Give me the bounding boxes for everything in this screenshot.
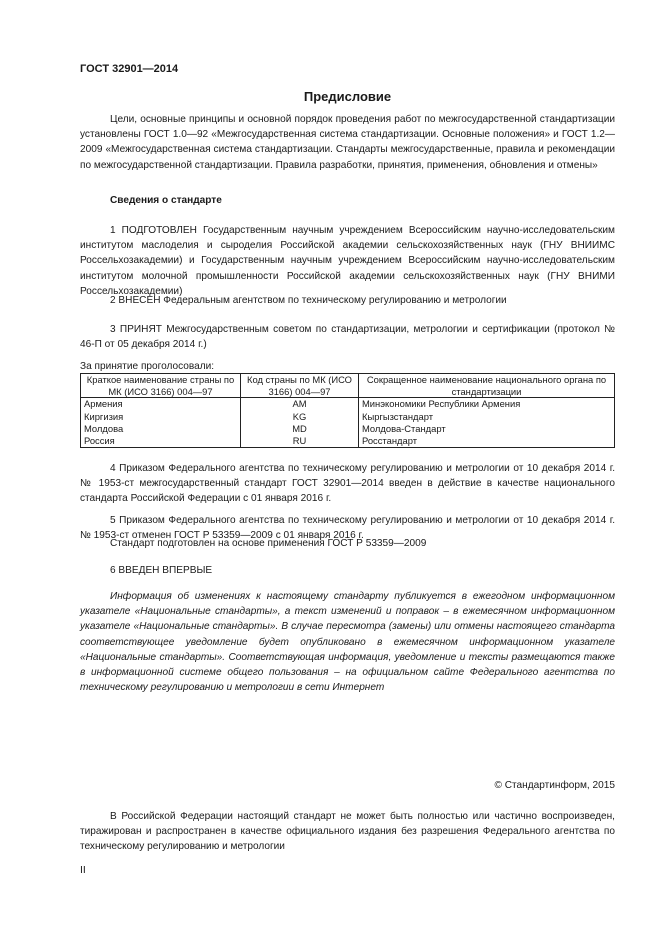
vote-table (80, 373, 615, 448)
cell-body: Молдова-Стандарт (359, 423, 615, 435)
cell-body: Минэкономики Республики Армения (359, 398, 615, 411)
cell-country: Армения (81, 398, 241, 411)
item-introduced: 2 ВНЕСЕН Федеральным агентством по техническому регулированию и метрологии (110, 295, 507, 306)
legal-paragraph: В Российской Федерации настоящий стандарт не может быть полностью или частично воспроизведен, тиражирован и распространен в качестве официального издания без разрешения Федерального агентства по техническому регулированию и метрологии (80, 811, 615, 853)
cell-country: Киргизия (81, 410, 241, 422)
notice-paragraph: Информация об изменениях к настоящему стандарту публикуется в ежегодном информационном указателе «Национальные стандарты», а текст изменений и поправок – в ежемесячном информационном указателе «Национальные стандарты». В случае пересмотра (замены) или отмены настоящего стандарта соответствующее уведомление будет опубликовано в ежемесячном информационном указателе «Национальные стандарты». Соответствующая информация, уведомление и тексты размещаются также в информационной системе общего пользования – на официальном сайте Федерального агентства по техническому регулированию и метрологии в сети Интернет (80, 591, 615, 694)
header-country-code: Код страны по МК (ИСО 3166) 004—97 (241, 374, 359, 398)
item-order-5: 5 Приказом Федерального агентства по техническому регулированию и метрологии от 10 декабря 2014 г. № 1953-ст отменен ГОСТ Р 53359—2009 с 01 января 2016 г. (80, 515, 615, 542)
cell-body: Росстандарт (359, 435, 615, 448)
cell-code: RU (241, 435, 359, 448)
cell-body: Кыргызстандарт (359, 410, 615, 422)
vote-table-header-row (81, 374, 615, 398)
header-national-body: Сокращенное наименование национального органа по стандартизации (359, 374, 615, 398)
cell-code: KG (241, 410, 359, 422)
table-row (81, 398, 615, 411)
copyright: © Стандартинформ, 2015 (494, 780, 615, 791)
table-row (81, 423, 615, 435)
table-row (81, 435, 615, 448)
page-number: II (80, 864, 86, 876)
item-based-on: Стандарт подготовлен на основе применения ГОСТ Р 53359—2009 (110, 538, 427, 549)
cell-country: Молдова (81, 423, 241, 435)
cell-country: Россия (81, 435, 241, 448)
item-first-introduced: 6 ВВЕДЕН ВПЕРВЫЕ (110, 565, 213, 576)
page-title: Предисловие (303, 89, 392, 104)
doc-code-header: ГОСТ 32901—2014 (80, 63, 179, 75)
item-adopted: 3 ПРИНЯТ Межгосударственным советом по стандартизации, метрологии и сертификации (протокол № 46-П от 05 декабря 2014 г.) (80, 324, 615, 351)
voted-label: За принятие проголосовали: (80, 361, 215, 372)
cell-code: MD (241, 423, 359, 435)
cell-code: AM (241, 398, 359, 411)
intro-paragraph: Цели, основные принципы и основной порядок проведения работ по межгосударственной стандартизации установлены ГОСТ 1.0—92 «Межгосударственная система стандартизации. Основные положения» и ГОСТ 1.2—2009 «Межгосударственная система стандартизации. Стандарты межгосударственные, правила и рекомендации по межгосударственной стандартизации. Правила разработки, принятия, применения, обновления и отмены» (80, 114, 615, 171)
section-heading: Сведения о стандарте (110, 195, 222, 206)
item-prepared: 1 ПОДГОТОВЛЕН Государственным научным учреждением Всероссийским научно-исследовательским институтом маслоделия и сыроделия Российской академии сельскохозяйственных наук (ГНУ ВНИИМС Россельхозакадемии) и Государственным научным учреждением Всероссийским научно-исследовательским институтом молочной промышленности Российской академии сельскохозяйственных наук (ГНУ ВНИМИ Россельхозакадемии) (80, 225, 615, 297)
item-order-4: 4 Приказом Федерального агентства по техническому регулированию и метрологии от 10 декабря 2014 г. № 1953-ст межгосударственный стандарт ГОСТ 32901—2014 введен в действие в качестве национального стандарта Российской Федерации с 01 января 2016 г. (80, 463, 615, 505)
header-country-name: Краткое наименование страны по МК (ИСО 3166) 004—97 (81, 374, 241, 398)
table-row (81, 410, 615, 422)
